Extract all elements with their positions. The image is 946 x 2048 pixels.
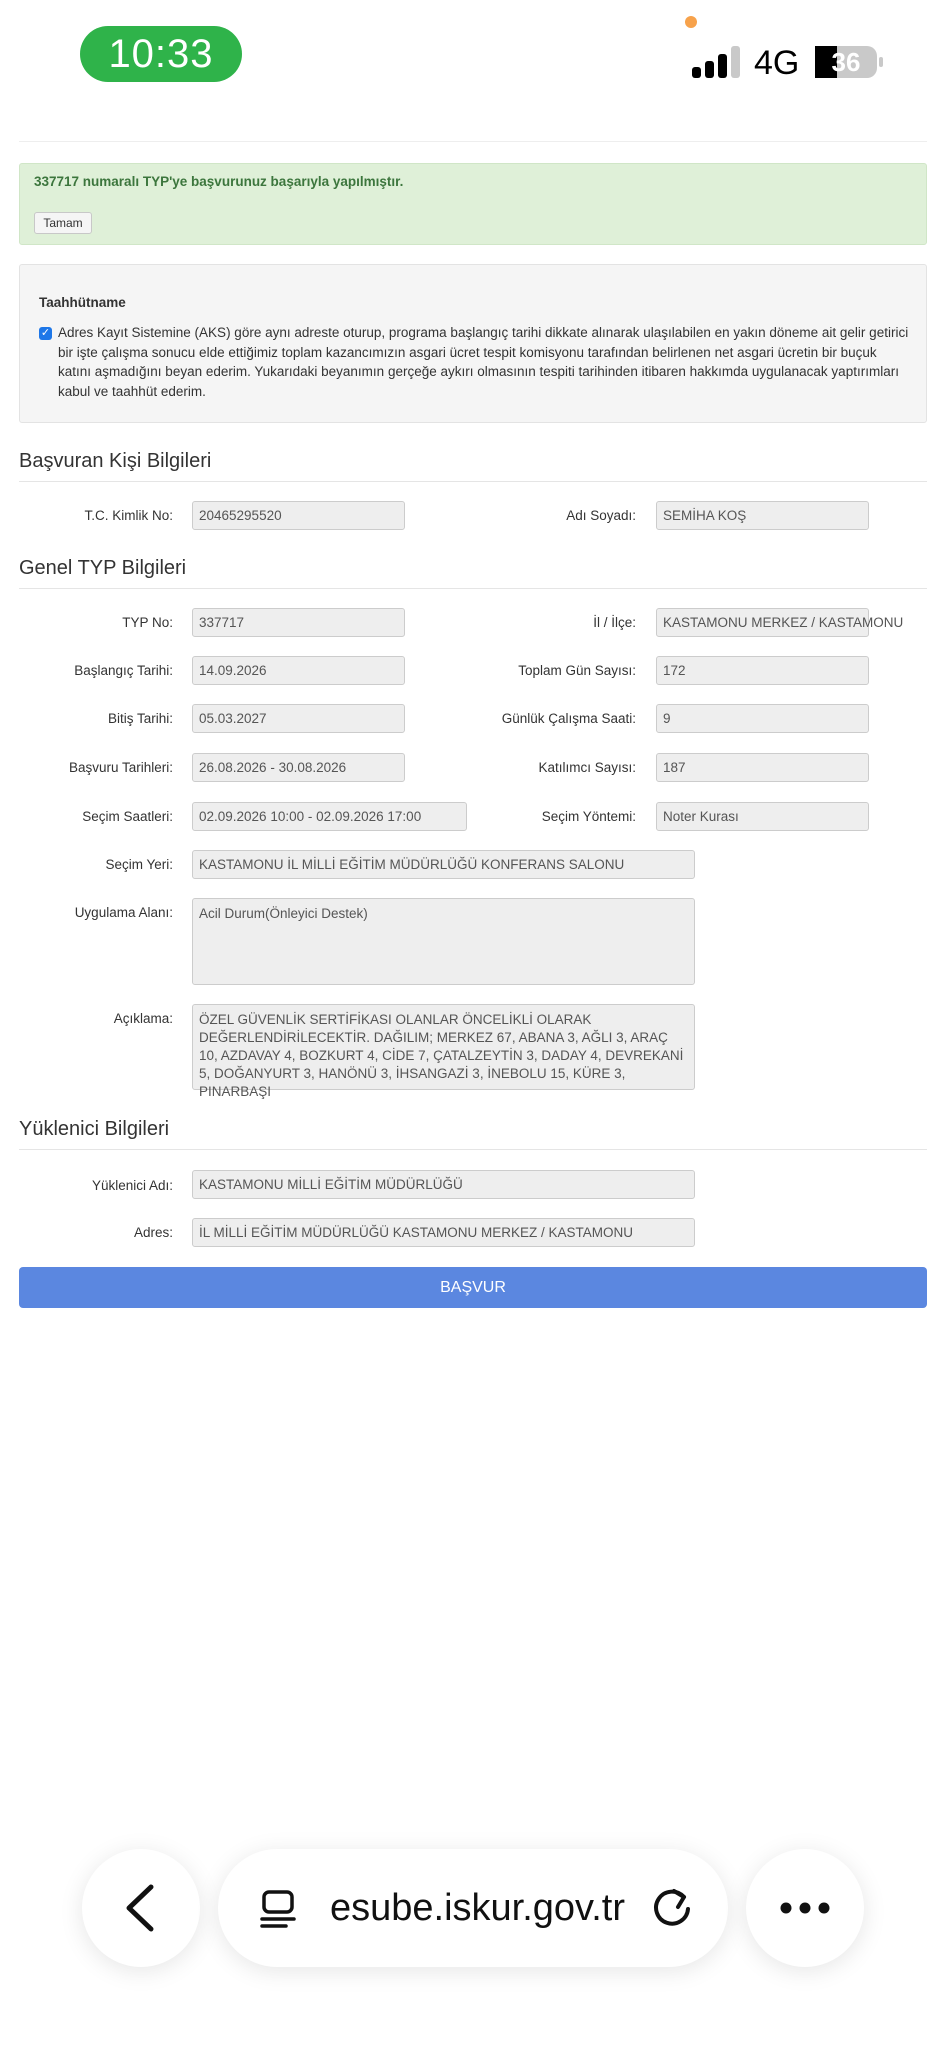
apply-dates-label: Başvuru Tarihleri: xyxy=(68,760,173,775)
divider xyxy=(19,481,927,482)
battery-cap xyxy=(879,57,883,67)
general-section-title: Genel TYP Bilgileri xyxy=(19,557,187,579)
commitment-checkbox[interactable]: ✓ xyxy=(40,327,51,339)
tabs-icon[interactable] xyxy=(258,1889,298,1929)
participants-label: Katılımcı Sayısı: xyxy=(538,760,636,775)
recording-indicator xyxy=(685,16,697,28)
more-button[interactable] xyxy=(746,1849,864,1967)
application-area-field: Acil Durum(Önleyici Destek) xyxy=(192,898,695,985)
apply-button[interactable]: BAŞVUR xyxy=(19,1267,927,1308)
divider xyxy=(19,141,927,142)
network-type: 4G xyxy=(754,44,800,82)
commitment-text: Adres Kayıt Sistemine (AKS) göre aynı adreste oturup, programa başlangıç tarihi dikkate alınarak ulaşılabilen en yakın döneme ait gelir getirici bir işte çalışma sonucu elde ettiğimiz toplam kazancımızın asgari ücret tespit komisyonu tarafından belirlenen net asgari ücretin bir buçuk katını aşmadığını beyan ederim. Yukarıdaki beyanımın gerçeğe aykırı olmasının tespiti tarihinden itibaren hakkımda uygulanacak yaptırımları kabul ve taahhüt ederim. xyxy=(58,325,909,399)
selection-place-label: Seçim Yeri: xyxy=(105,857,173,872)
battery-level: 36 xyxy=(831,46,861,77)
commitment-panel xyxy=(19,264,927,423)
back-button[interactable] xyxy=(82,1849,200,1967)
il-ilce-field: KASTAMONU MERKEZ / KASTAMONU xyxy=(656,608,869,637)
url-text[interactable]: esube.iskur.gov.tr xyxy=(330,1887,626,1929)
end-date-field: 05.03.2027 xyxy=(192,704,405,733)
selection-method-label: Seçim Yöntemi: xyxy=(541,809,636,824)
selection-place-field: KASTAMONU İL MİLLİ EĞİTİM MÜDÜRLÜĞÜ KONFERANS SALONU xyxy=(192,850,695,879)
il-ilce-label: İl / İlçe: xyxy=(593,615,636,630)
contractor-address-field: İL MİLLİ EĞİTİM MÜDÜRLÜĞÜ KASTAMONU MERKEZ / KASTAMONU xyxy=(192,1218,695,1247)
apply-dates-field: 26.08.2026 - 30.08.2026 xyxy=(192,753,405,782)
commitment-title: Taahhütname xyxy=(39,295,126,310)
success-alert xyxy=(19,163,927,245)
tc-label: T.C. Kimlik No: xyxy=(84,508,173,523)
selection-method-field: Noter Kurası xyxy=(656,802,869,831)
contractor-address-label: Adres: xyxy=(133,1225,173,1240)
start-date-label: Başlangıç Tarihi: xyxy=(74,663,173,678)
end-date-label: Bitiş Tarihi: xyxy=(107,711,173,726)
divider xyxy=(19,1149,927,1150)
success-message: 337717 numaralı TYP'ye başvurunuz başarıyla yapılmıştır. xyxy=(34,174,404,189)
selection-hours-field: 02.09.2026 10:00 - 02.09.2026 17:00 xyxy=(192,802,467,831)
divider xyxy=(19,588,927,589)
contractor-section-title: Yüklenici Bilgileri xyxy=(19,1118,170,1140)
applicant-section-title: Başvuran Kişi Bilgileri xyxy=(19,450,212,472)
daily-hours-label: Günlük Çalışma Saati: xyxy=(501,711,636,726)
typ-no-field: 337717 xyxy=(192,608,405,637)
browser-toolbar xyxy=(0,1840,946,2048)
description-field[interactable]: ÖZEL GÜVENLİK SERTİFİKASI OLANLAR ÖNCELİKLİ OLARAK DEĞERLENDİRİLECEKTİR. DAĞILIM; MERKEZ 67, ABANA 3, AĞLI 3, ARAÇ 10, AZDAVAY 4, BOZKURT 4, CİDE 7, ÇATALZEYTİN 3, DADAY 4, DEVREKANİ 5, DOĞANYURT 3, HANÖNÜ 3, İHSANGAZİ 3, İNEBOLU 15, KÜRE 3, PINARBAŞI xyxy=(192,1004,695,1090)
name-field: SEMİHA KOŞ xyxy=(656,501,869,530)
name-label: Adı Soyadı: xyxy=(566,508,636,523)
typ-no-label: TYP No: xyxy=(122,615,173,630)
total-days-field: 172 xyxy=(656,656,869,685)
selection-hours-label: Seçim Saatleri: xyxy=(82,809,173,824)
more-icon xyxy=(779,1901,831,1915)
address-bar[interactable] xyxy=(218,1849,728,1967)
start-date-field: 14.09.2026 xyxy=(192,656,405,685)
signal-icon xyxy=(692,46,740,78)
status-bar xyxy=(0,0,946,110)
reload-icon[interactable] xyxy=(650,1885,696,1931)
description-label: Açıklama: xyxy=(113,1011,173,1026)
contractor-name-field: KASTAMONU MİLLİ EĞİTİM MÜDÜRLÜĞÜ xyxy=(192,1170,695,1199)
participants-field: 187 xyxy=(656,753,869,782)
contractor-name-label: Yüklenici Adı: xyxy=(91,1178,173,1193)
ok-button[interactable]: Tamam xyxy=(34,212,92,234)
chevron-left-icon xyxy=(121,1883,161,1933)
battery-icon xyxy=(815,46,877,78)
clock: 10:33 xyxy=(80,26,242,82)
tc-field: 20465295520 xyxy=(192,501,405,530)
total-days-label: Toplam Gün Sayısı: xyxy=(518,663,636,678)
daily-hours-field: 9 xyxy=(656,704,869,733)
application-area-label: Uygulama Alanı: xyxy=(74,905,173,920)
